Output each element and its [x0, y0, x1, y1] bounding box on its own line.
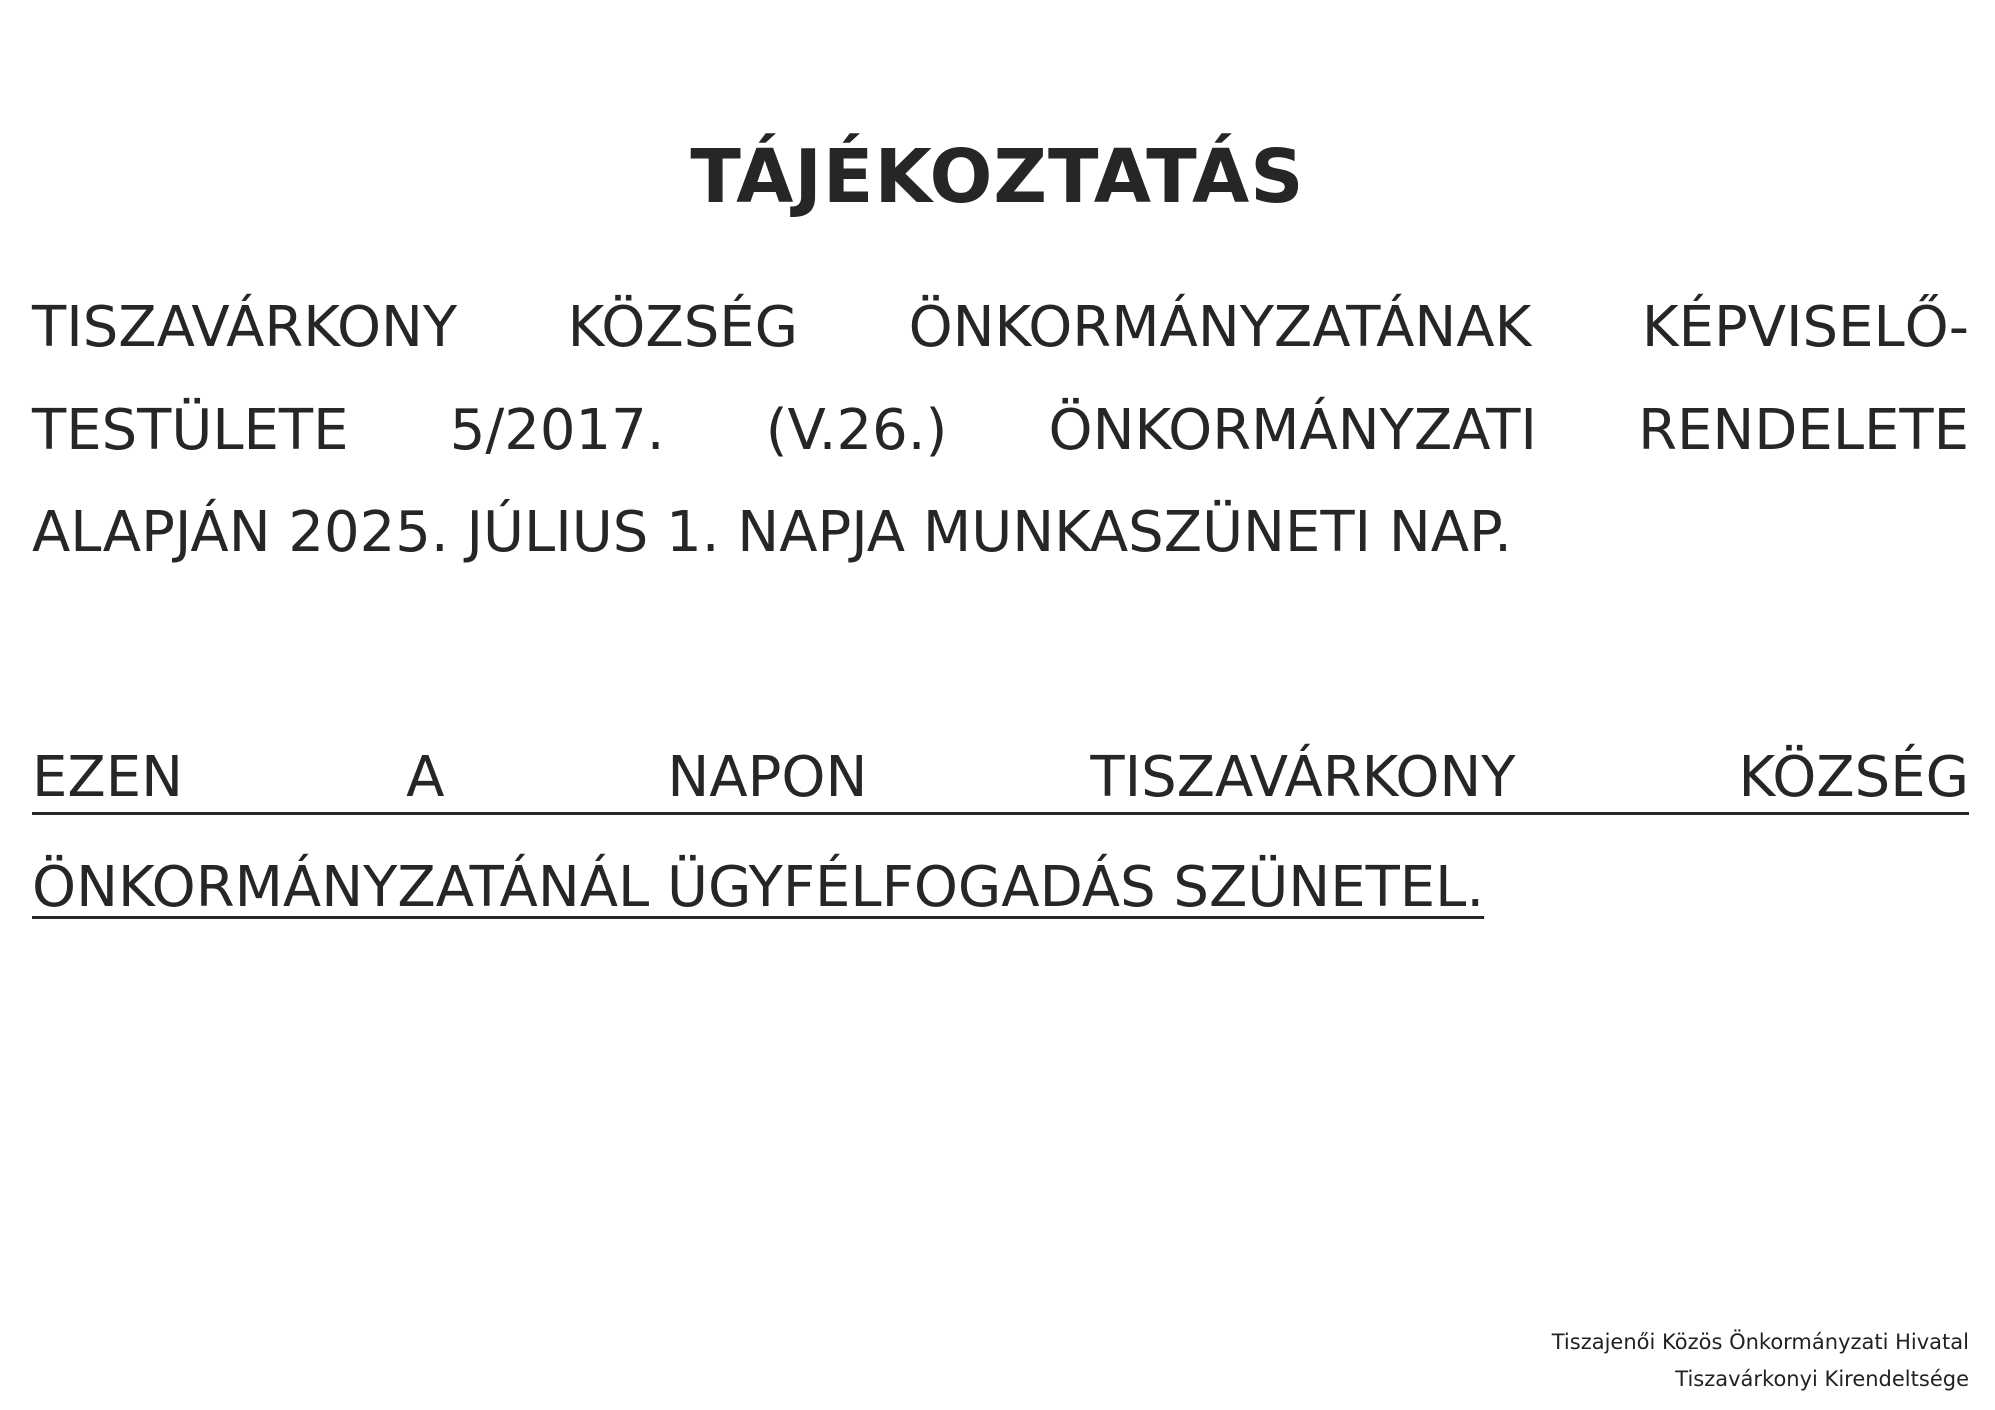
word: RENDELETE [1638, 398, 1969, 463]
word: ÖNKORMÁNYZATI [1048, 398, 1537, 463]
paragraph2-line2 [32, 855, 1969, 920]
word: KÖZSÉG [1738, 745, 1969, 810]
word: 5/2017. [449, 398, 665, 463]
paragraph1-line3: ALAPJÁN 2025. JÚLIUS 1. NAPJA MUNKASZÜNETI NAP. [32, 500, 1512, 565]
footer-branch-name: Tiszavárkonyi Kirendeltsége [1675, 1367, 1969, 1391]
notice-title: TÁJÉKOZTATÁS [690, 134, 1305, 220]
word: NAPON [667, 745, 868, 810]
word: (V.26.) [765, 398, 948, 463]
word: ÖNKORMÁNYZATÁNAK [908, 295, 1532, 360]
word: TISZAVÁRKONY [1090, 745, 1516, 810]
word: KÖZSÉG [567, 295, 799, 360]
word: KÉPVISELŐ- [1641, 295, 1969, 360]
paragraph1-line2 [32, 398, 1969, 463]
word: A [406, 745, 445, 810]
underlined-text: ÖNKORMÁNYZATÁNÁL ÜGYFÉLFOGADÁS SZÜNETEL. [32, 855, 1485, 920]
word: TISZAVÁRKONY [32, 295, 458, 360]
word: EZEN [32, 745, 184, 810]
paragraph2-line1 [32, 745, 1969, 815]
word: TESTÜLETE [32, 398, 349, 463]
footer-office-name: Tiszajenői Közös Önkormányzati Hivatal [1551, 1330, 1969, 1354]
paragraph1-line1 [32, 295, 1969, 360]
